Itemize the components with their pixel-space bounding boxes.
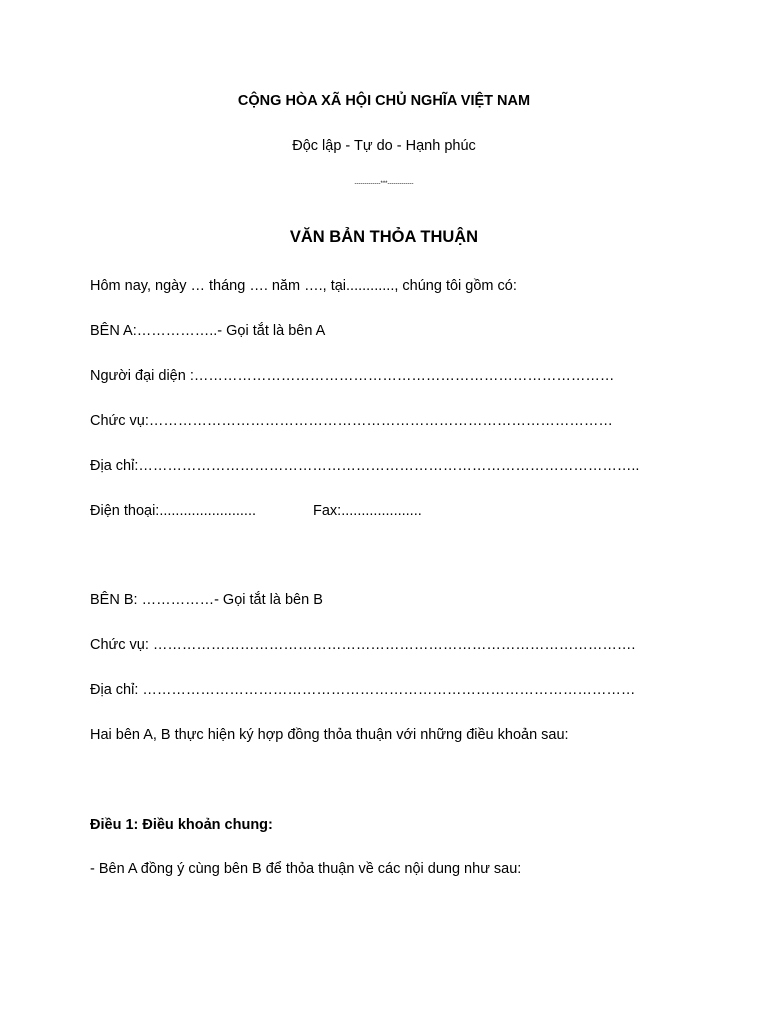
document-title: VĂN BẢN THỎA THUẬN [289, 228, 479, 246]
party-a-position: Chức vụ:…………………………………………………………………………………… [90, 413, 613, 429]
national-title: CỘNG HÒA XÃ HỘI CHỦ NGHĨA VIỆT NAM [237, 93, 531, 109]
header-divider: -------------***------------- [354, 181, 414, 187]
party-b-name: BÊN B: ……………- Gọi tắt là bên B [90, 592, 323, 608]
national-motto: Độc lập - Tự do - Hạnh phúc [292, 138, 476, 154]
party-b-position: Chức vụ: ………………………………………………………………………………………. [90, 637, 636, 653]
agreement-line: Hai bên A, B thực hiện ký hợp đồng thỏa thuận với những điều khoản sau: [90, 727, 569, 743]
party-a-representative: Người đại diện :…………………………………………………………………………… [90, 368, 615, 384]
intro-line: Hôm nay, ngày … tháng …. năm …., tại............, chúng tôi gồm có: [90, 278, 517, 294]
party-a-address: Địa chỉ:………………………………………………………………………………………….. [90, 458, 640, 474]
article-1-item-1: - Bên A đồng ý cùng bên B để thỏa thuận về các nội dung như sau: [90, 861, 522, 877]
party-b-address: Địa chỉ: ………………………………………………………………………………………… [90, 682, 636, 698]
party-a-phone: Điện thoại:........................ [90, 503, 257, 519]
article-1-heading: Điều 1: Điều khoản chung: [90, 817, 273, 833]
party-a-fax: Fax:.................... [313, 503, 422, 519]
party-a-name: BÊN A:……………..- Gọi tắt là bên A [90, 323, 326, 339]
